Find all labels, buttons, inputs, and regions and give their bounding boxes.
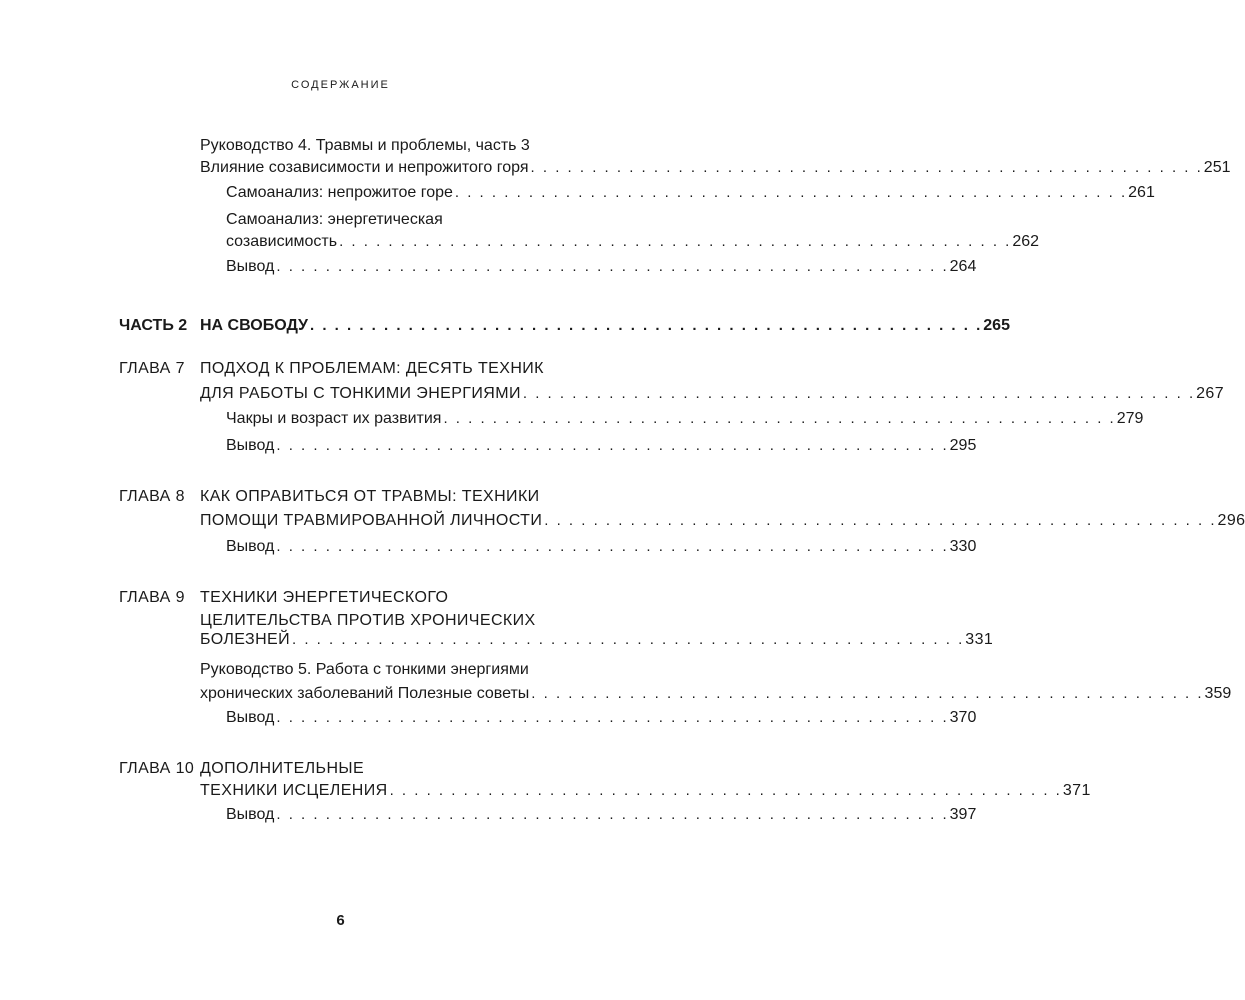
leader-dots: . . . . . . . . . . . . . . . . . . . . . . . . . . . . . . . . . . . . . . . . . . . . . . . . . . . . . . .: [276, 806, 949, 823]
subentry-label-line2: созависимость: [226, 233, 338, 250]
toc-subentry[interactable]: [226, 229, 1040, 255]
leader-dots: . . . . . . . . . . . . . . . . . . . . . . . . . . . . . . . . . . . . . . . . . . . . . . . . . . . . . . .: [530, 159, 1203, 176]
subentry-label: Вывод: [226, 806, 275, 823]
chapter-label: ГЛАВА 8: [119, 488, 185, 505]
leader-dots: . . . . . . . . . . . . . . . . . . . . . . . . . . . . . . . . . . . . . . . . . . . . . . . . . . . . . . .: [339, 233, 1012, 250]
toc-subentry[interactable]: [226, 254, 977, 280]
page-ref: 331: [965, 631, 994, 648]
chapter-title-line2: ДЛЯ РАБОТЫ С ТОНКИМИ ЭНЕРГИЯМИ: [200, 385, 521, 402]
leader-dots: . . . . . . . . . . . . . . . . . . . . . . . . . . . . . . . . . . . . . . . . . . . . . . . . . . . . . . .: [522, 385, 1196, 402]
chapter-title-line1: ТЕХНИКИ ЭНЕРГЕТИЧЕСКОГО: [200, 589, 449, 606]
page-ref: 330: [949, 538, 977, 555]
page-ref: 264: [949, 258, 977, 275]
guide5-title-line2: хронических заболеваний Полезные советы: [200, 685, 530, 702]
chapter8-entry[interactable]: [200, 508, 1245, 534]
leader-dots: . . . . . . . . . . . . . . . . . . . . . . . . . . . . . . . . . . . . . . . . . . . . . . . . . . . . . . .: [544, 512, 1217, 529]
subentry-label: Вывод: [226, 258, 275, 275]
chapter-label: ГЛАВА 10: [119, 760, 195, 777]
chapter-label: ГЛАВА 9: [119, 589, 185, 606]
subentry-label: Вывод: [226, 437, 275, 454]
chapter-title-line1: ПОДХОД К ПРОБЛЕМАМ: ДЕСЯТЬ ТЕХНИК: [200, 360, 544, 377]
chapter-label: ГЛАВА 7: [119, 360, 185, 377]
leader-dots: . . . . . . . . . . . . . . . . . . . . . . . . . . . . . . . . . . . . . . . . . . . . . . . . . . . . . . .: [276, 258, 949, 275]
page-ref: 262: [1012, 233, 1040, 250]
toc-subentry[interactable]: [226, 433, 977, 459]
chapter7-entry[interactable]: [200, 381, 1225, 407]
guide4-title-line2: Влияние созависимости и непрожитого горя: [200, 159, 529, 176]
leader-dots: . . . . . . . . . . . . . . . . . . . . . . . . . . . . . . . . . . . . . . . . . . . . . . . . . . . . . . .: [276, 538, 949, 555]
leader-dots: . . . . . . . . . . . . . . . . . . . . . . . . . . . . . . . . . . . . . . . . . . . . . . . . . . . . . . .: [276, 437, 949, 454]
leader-dots: . . . . . . . . . . . . . . . . . . . . . . . . . . . . . . . . . . . . . . . . . . . . . . . . . . . . . . .: [454, 184, 1128, 201]
leader-dots: . . . . . . . . . . . . . . . . . . . . . . . . . . . . . . . . . . . . . . . . . . . . . . . . . . . . . . .: [276, 709, 949, 726]
guide4-title-line1: Руководство 4. Травмы и проблемы, часть 3: [200, 137, 530, 154]
toc-subentry[interactable]: [226, 534, 977, 560]
toc-subentry[interactable]: [226, 802, 977, 828]
subentry-label: Вывод: [226, 709, 275, 726]
page-ref: 371: [1062, 782, 1091, 799]
page-ref: 265: [983, 317, 1010, 334]
page-ref: 261: [1128, 184, 1155, 201]
page-ref: 295: [949, 437, 977, 454]
chapter9-entry[interactable]: [200, 627, 994, 653]
guide5-title-line1: Руководство 5. Работа с тонкими энергиями: [200, 661, 529, 678]
chapter-title-line2: ПОМОЩИ ТРАВМИРОВАННОЙ ЛИЧНОСТИ: [200, 512, 543, 529]
page-ref: 397: [949, 806, 977, 823]
subentry-label: Вывод: [226, 538, 275, 555]
leader-dots: . . . . . . . . . . . . . . . . . . . . . . . . . . . . . . . . . . . . . . . . . . . . . . . . . . . . . . .: [389, 782, 1062, 799]
toc-subentry[interactable]: [226, 180, 1155, 206]
subentry-label: Чакры и возраст их развития: [226, 410, 442, 427]
running-header: СОДЕРЖАНИЕ: [291, 79, 390, 91]
page-ref: 251: [1203, 159, 1231, 176]
page-ref: 267: [1196, 385, 1225, 402]
leader-dots: . . . . . . . . . . . . . . . . . . . . . . . . . . . . . . . . . . . . . . . . . . . . . . . . . . . . . . .: [310, 317, 983, 334]
page-ref: 359: [1204, 685, 1232, 702]
chapter-title-line2: ТЕХНИКИ ИСЦЕЛЕНИЯ: [200, 782, 388, 799]
subentry-label: Самоанализ: непрожитое горе: [226, 184, 453, 201]
page-ref: 370: [949, 709, 977, 726]
part2-entry[interactable]: [200, 313, 1010, 339]
leader-dots: . . . . . . . . . . . . . . . . . . . . . . . . . . . . . . . . . . . . . . . . . . . . . . . . . . . . . . .: [443, 410, 1116, 427]
page-ref: 279: [1116, 410, 1144, 427]
chapter-title-line1: КАК ОПРАВИТЬСЯ ОТ ТРАВМЫ: ТЕХНИКИ: [200, 488, 540, 505]
part-title: НА СВОБОДУ: [200, 317, 308, 334]
guide5-entry[interactable]: [200, 681, 1232, 707]
chapter-title-line2: ЦЕЛИТЕЛЬСТВА ПРОТИВ ХРОНИЧЕСКИХ: [200, 612, 536, 629]
chapter-title-line1: ДОПОЛНИТЕЛЬНЫЕ: [200, 760, 365, 777]
leader-dots: . . . . . . . . . . . . . . . . . . . . . . . . . . . . . . . . . . . . . . . . . . . . . . . . . . . . . . .: [531, 685, 1204, 702]
chapter-title-line3: БОЛЕЗНЕЙ: [200, 631, 290, 648]
toc-subentry[interactable]: [226, 406, 1144, 432]
leader-dots: . . . . . . . . . . . . . . . . . . . . . . . . . . . . . . . . . . . . . . . . . . . . . . . . . . . . . . .: [292, 631, 965, 648]
toc-subentry[interactable]: [226, 705, 977, 731]
chapter10-entry[interactable]: [200, 778, 1091, 804]
subentry-label-line1: Самоанализ: энергетическая: [226, 211, 443, 228]
part-label: ЧАСТЬ 2: [119, 317, 188, 334]
page-ref: 296: [1217, 512, 1245, 529]
page-number: 6: [336, 912, 345, 929]
guide4-entry[interactable]: [200, 155, 1231, 181]
